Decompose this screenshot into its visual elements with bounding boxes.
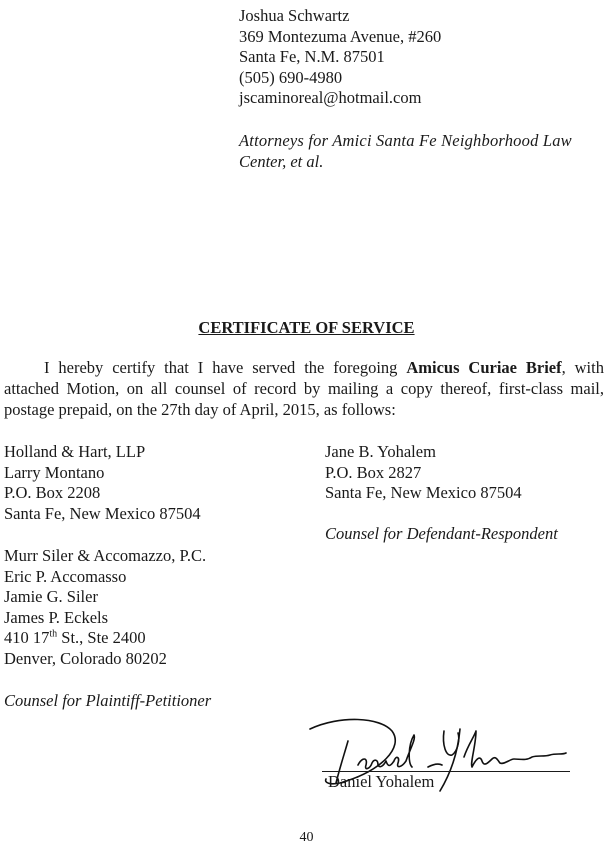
address-line: Larry Montano — [4, 462, 105, 482]
signatory-name: Daniel Yohalem — [328, 772, 435, 791]
certificate-text-after: , with attached Motion, on all counsel of record by mailing a copy thereof, first-class mail, postage prepaid, on the 27th day of April, 2015, as follows: — [4, 358, 604, 419]
counsel-plaintiff-role: Counsel for Plaintiff-Petitioner — [4, 691, 212, 710]
address-line: Santa Fe, New Mexico 87504 — [4, 503, 201, 523]
attorney-email: jscaminoreal@hotmail.com — [239, 88, 422, 107]
counsel-defendant-role: Counsel for Defendant-Respondent — [325, 524, 558, 543]
address-line: Eric P. Accomasso — [4, 566, 127, 586]
attorney-name: Joshua Schwartz — [239, 6, 350, 25]
address-line: P.O. Box 2827 — [325, 462, 422, 482]
service-list-holland-hart — [4, 442, 201, 524]
address-line: James P. Eckels — [4, 607, 109, 627]
attorney-phone: (505) 690-4980 — [239, 67, 343, 87]
attorney-city: Santa Fe, N.M. 87501 — [239, 47, 385, 66]
address-line: Santa Fe, New Mexico 87504 — [325, 483, 522, 502]
attorney-role-line2: Center, et al. — [239, 151, 324, 171]
street-rest: St., Ste 2400 — [57, 628, 146, 647]
address-line: Holland & Hart, LLP — [4, 442, 146, 461]
service-list-yohalem — [325, 442, 522, 504]
street-ordinal: th — [49, 628, 58, 640]
address-line: Jamie G. Siler — [4, 587, 98, 606]
address-line: Jane B. Yohalem — [325, 442, 436, 461]
certificate-title: CERTIFICATE OF SERVICE — [198, 318, 415, 337]
certificate-paragraph — [4, 357, 604, 420]
brief-name: Amicus Curiae Brief — [406, 358, 562, 377]
attorney-role-line1: Attorneys for Amici Santa Fe Neighborhood Law — [239, 131, 572, 150]
address-line: Denver, Colorado 80202 — [4, 648, 167, 668]
street-number: 410 17 — [4, 628, 50, 647]
address-line-street — [4, 628, 206, 649]
address-line: Murr Siler & Accomazzo, P.C. — [4, 546, 207, 565]
page-number: 40 — [299, 830, 314, 845]
attorney-block — [239, 6, 441, 109]
service-list-murr-siler — [4, 546, 206, 669]
attorney-street: 369 Montezuma Avenue, #260 — [239, 26, 442, 46]
address-line: P.O. Box 2208 — [4, 483, 101, 502]
attorney-role — [239, 131, 572, 172]
certificate-text-before: I hereby certify that I have served the foregoing — [44, 358, 407, 377]
